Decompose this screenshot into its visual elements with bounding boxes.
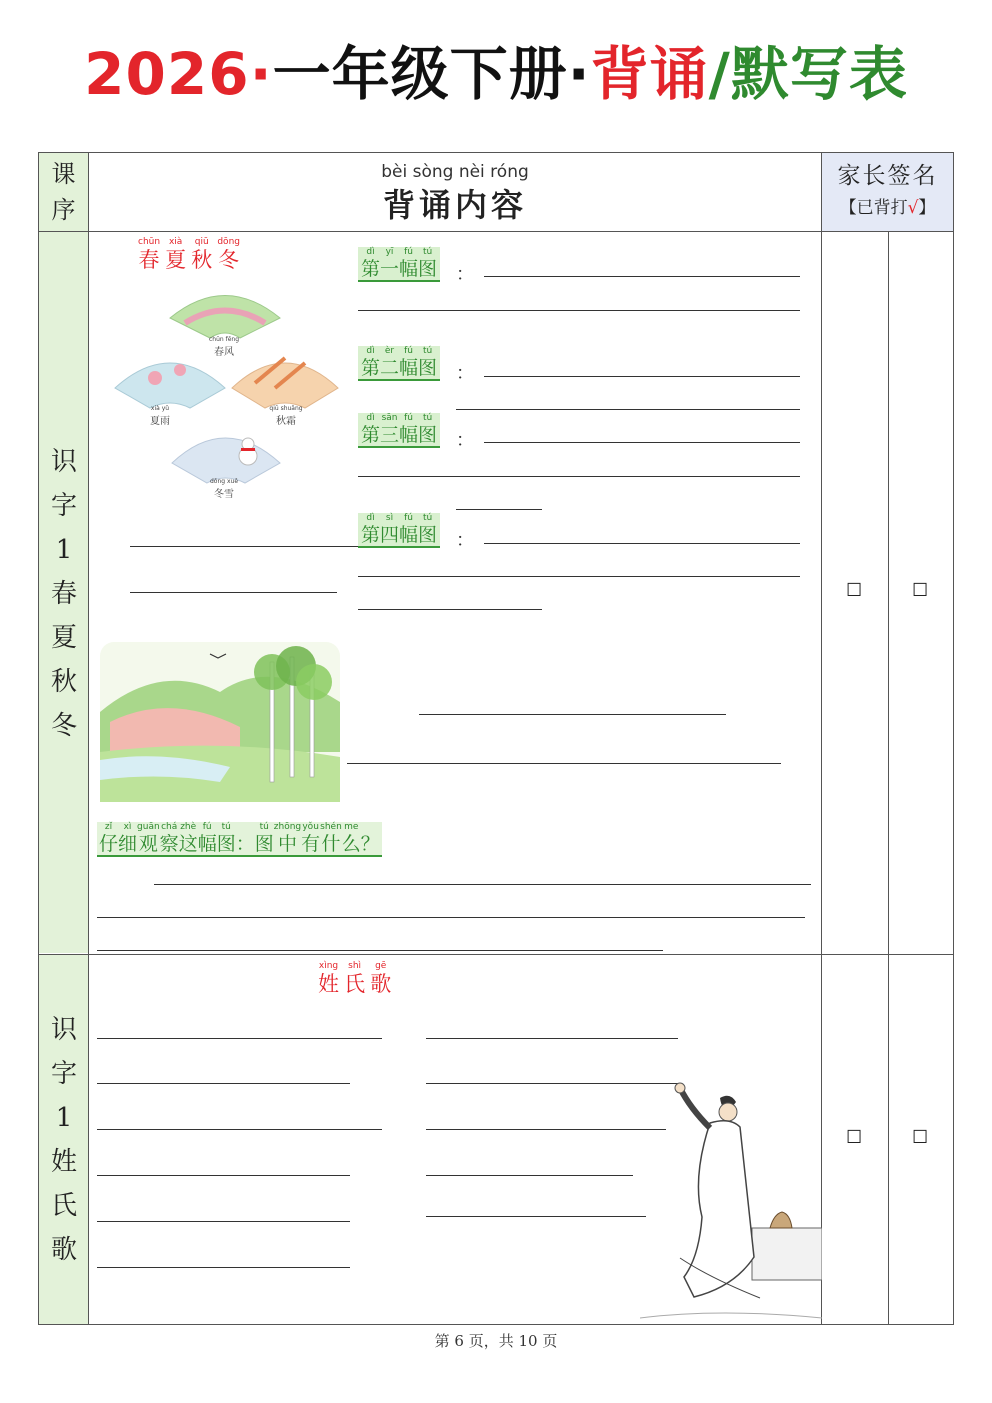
- hanzi: 春: [138, 248, 160, 272]
- pinyin: yǒu: [302, 822, 319, 832]
- header-lesson-label: [39, 156, 88, 228]
- figure-label-2: [358, 346, 440, 381]
- hanzi: 图: [216, 833, 236, 855]
- write-line[interactable]: [426, 1216, 646, 1217]
- pinyin: tú: [422, 346, 433, 356]
- write-line[interactable]: [484, 442, 800, 443]
- write-line[interactable]: [426, 1038, 678, 1039]
- hanzi: 第: [361, 258, 381, 280]
- write-line[interactable]: [484, 276, 800, 277]
- hanzi: 什: [321, 833, 341, 855]
- check-mark-icon: √: [907, 198, 919, 218]
- hanzi: 四: [380, 524, 400, 546]
- landscape-illustration: [100, 642, 340, 802]
- write-line[interactable]: [426, 1175, 633, 1176]
- hanzi: ？: [360, 833, 380, 855]
- title-grade: 一年级下册·: [272, 40, 591, 108]
- pinyin: zhōng: [273, 822, 302, 832]
- write-line[interactable]: [484, 543, 800, 544]
- hint-text: 【已背打: [839, 198, 908, 218]
- checkbox-parent-2b[interactable]: ☐: [912, 1127, 929, 1148]
- caption-pinyin: qiū shuāng: [269, 405, 303, 412]
- pinyin: tú: [422, 247, 433, 257]
- pinyin: tú: [422, 413, 433, 423]
- ancient-scholar-illustration: [640, 1078, 822, 1324]
- hanzi: 仔: [99, 833, 119, 855]
- colon: ：: [456, 530, 474, 551]
- write-line[interactable]: [97, 1129, 382, 1130]
- hanzi: 图: [254, 833, 274, 855]
- spring-fan: [170, 296, 280, 339]
- table-divider: [888, 231, 889, 1325]
- hanzi: ：: [235, 833, 255, 855]
- write-line[interactable]: [97, 1175, 350, 1176]
- pinyin: dōng: [217, 237, 240, 247]
- hanzi: 图: [418, 258, 438, 280]
- hanzi: 么: [341, 833, 361, 855]
- hanzi: 幅: [399, 258, 419, 280]
- figure-label-3: [358, 413, 440, 448]
- pinyin: fú: [404, 346, 413, 356]
- caption-hanzi: 秋霜: [276, 416, 296, 427]
- pinyin: dì: [366, 346, 375, 356]
- pinyin: xìng: [318, 961, 339, 971]
- poem-title-2: [318, 961, 391, 996]
- colon: ：: [456, 363, 474, 384]
- caption-hanzi: 夏雨: [150, 416, 170, 427]
- checkbox-parent-1[interactable]: ☐: [846, 580, 863, 601]
- caption-autumn: [264, 405, 308, 427]
- table-divider: [38, 231, 954, 232]
- lesson-name-2-text: 识字1姓氏歌: [50, 1015, 77, 1265]
- colon: ：: [456, 264, 474, 285]
- pinyin: fú: [202, 822, 212, 832]
- pinyin: qiū: [194, 237, 209, 247]
- hanzi: 幅: [399, 524, 419, 546]
- figure-label-1: [358, 247, 440, 282]
- hanzi: 歌: [370, 972, 392, 996]
- hint-close: 】: [918, 198, 936, 218]
- hanzi: 三: [380, 424, 400, 446]
- caption-winter: [202, 478, 246, 500]
- pinyin: dì: [366, 513, 375, 523]
- pinyin: èr: [384, 346, 395, 356]
- title-dictation: /默写表: [708, 40, 908, 108]
- parent-sign-label: 家长签名: [837, 163, 938, 189]
- write-line[interactable]: [347, 763, 781, 764]
- pinyin: shì: [348, 961, 362, 971]
- hanzi: 察: [159, 833, 179, 855]
- hanzi: 第: [361, 357, 381, 379]
- hanzi: 幅: [197, 833, 217, 855]
- hanzi: 这: [178, 833, 198, 855]
- header-lesson-text: 课序: [51, 160, 76, 224]
- write-line[interactable]: [419, 714, 726, 715]
- hanzi: 第: [361, 424, 381, 446]
- hanzi: 一: [380, 258, 400, 280]
- pinyin: me: [344, 822, 359, 832]
- pinyin: tú: [422, 513, 433, 523]
- hanzi: 有: [301, 833, 321, 855]
- checkbox-parent-1b[interactable]: ☐: [912, 580, 929, 601]
- hanzi: 中: [277, 833, 297, 855]
- caption-spring: [202, 336, 246, 358]
- hanzi: 细: [118, 833, 138, 855]
- write-line[interactable]: [97, 1038, 382, 1039]
- caption-pinyin: chūn fēng: [208, 336, 240, 343]
- write-line[interactable]: [97, 1267, 350, 1268]
- observe-prompt: [97, 822, 382, 857]
- checkbox-parent-2[interactable]: ☐: [846, 1127, 863, 1148]
- content-label: 背诵内容: [382, 186, 527, 224]
- write-line[interactable]: [358, 576, 800, 577]
- write-line[interactable]: [130, 546, 358, 547]
- hanzi: 观: [138, 833, 158, 855]
- lesson-name-1: [39, 440, 89, 748]
- write-line[interactable]: [456, 509, 542, 510]
- pinyin: xià: [168, 237, 183, 247]
- write-line[interactable]: [154, 884, 811, 885]
- hanzi: 幅: [399, 357, 419, 379]
- table-border-bottom: [38, 1324, 954, 1325]
- hanzi: 图: [418, 357, 438, 379]
- lesson-name-2: [39, 1008, 89, 1272]
- write-line[interactable]: [484, 376, 800, 377]
- pinyin: chūn: [138, 237, 161, 247]
- table-border-top: [38, 152, 954, 153]
- caption-pinyin: dōng xuě: [209, 478, 239, 485]
- pinyin: fú: [404, 413, 413, 423]
- pinyin: gē: [375, 961, 387, 971]
- write-line[interactable]: [358, 310, 800, 311]
- pinyin: zhè: [180, 822, 197, 832]
- write-line[interactable]: [456, 409, 800, 410]
- hanzi: 二: [380, 357, 400, 379]
- caption-pinyin: xià yǔ: [150, 405, 170, 412]
- pinyin: fú: [404, 247, 413, 257]
- caption-summer: [138, 405, 182, 427]
- page-title: [0, 36, 992, 112]
- summer-fan: [115, 363, 225, 408]
- title-year: 2026·: [84, 40, 273, 108]
- title-recite: 背诵: [590, 40, 709, 108]
- pinyin: xì: [123, 822, 132, 832]
- write-line[interactable]: [358, 609, 542, 610]
- pinyin: tú: [221, 822, 231, 832]
- hanzi: 姓: [318, 972, 339, 996]
- hanzi: 图: [418, 524, 438, 546]
- hanzi: 夏: [165, 248, 187, 272]
- table-border-right: [953, 152, 954, 1325]
- page-footer: 第 6 页，共 10 页: [434, 1332, 558, 1350]
- pinyin: sān: [381, 413, 398, 423]
- pinyin: yī: [385, 247, 394, 257]
- caption-hanzi: 冬雪: [214, 489, 234, 500]
- write-line[interactable]: [358, 476, 800, 477]
- season-fans-illustration: [110, 278, 350, 503]
- table-divider: [38, 954, 954, 955]
- pinyin: dì: [366, 413, 375, 423]
- hanzi: 氏: [344, 972, 366, 996]
- hanzi: 秋: [191, 248, 213, 272]
- hanzi: 第: [361, 524, 381, 546]
- write-line[interactable]: [97, 1221, 350, 1222]
- pinyin: zǐ: [104, 822, 113, 832]
- hanzi: 图: [418, 424, 438, 446]
- content-pinyin: bèi sòng nèi róng: [381, 162, 529, 182]
- figure-label-4: [358, 513, 440, 548]
- pinyin: fú: [404, 513, 413, 523]
- parent-sign-hint: [822, 193, 953, 218]
- hanzi: 冬: [218, 248, 240, 272]
- pinyin: dì: [366, 247, 375, 257]
- pinyin: shén: [320, 822, 342, 832]
- write-line[interactable]: [97, 950, 663, 951]
- hanzi: 幅: [399, 424, 419, 446]
- pinyin: chá: [161, 822, 178, 832]
- poem-title-1: [138, 237, 240, 272]
- autumn-fan: [232, 358, 338, 408]
- pinyin: tú: [259, 822, 269, 832]
- write-line[interactable]: [97, 1083, 350, 1084]
- colon: ：: [456, 430, 474, 451]
- write-line[interactable]: [97, 917, 805, 918]
- winter-fan: [172, 438, 280, 483]
- write-line[interactable]: [426, 1129, 666, 1130]
- pinyin: guān: [137, 822, 160, 832]
- lesson-name-1-text: 识字1春夏秋冬: [50, 447, 77, 741]
- write-line[interactable]: [130, 592, 337, 593]
- pinyin: sì: [385, 513, 394, 523]
- caption-hanzi: 春风: [214, 347, 234, 358]
